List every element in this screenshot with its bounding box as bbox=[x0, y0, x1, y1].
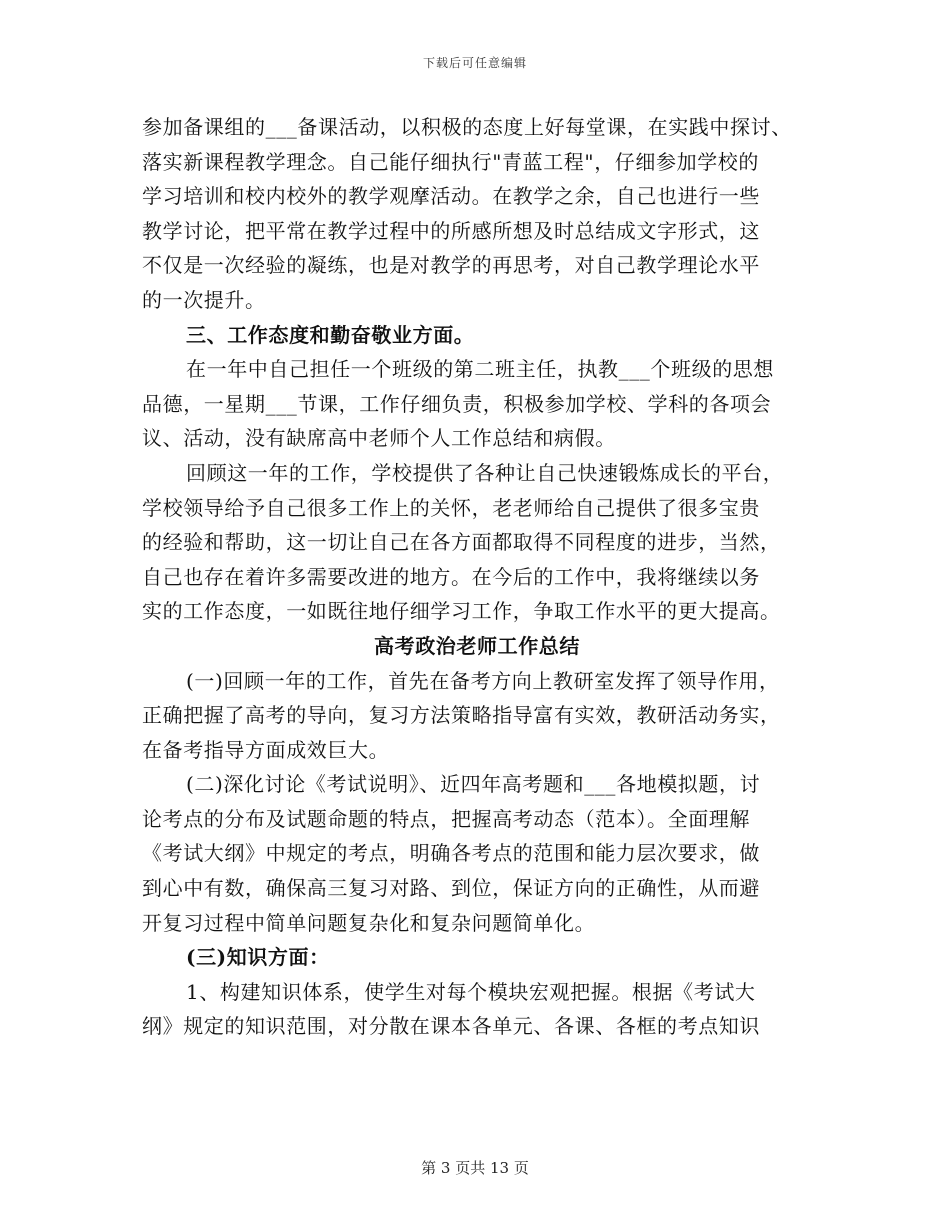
body-line: 学习培训和校内校外的教学观摩活动。在教学之余，自己也进行一些 bbox=[142, 184, 760, 209]
document-body bbox=[142, 110, 812, 1044]
body-line: 论考点的分布及试题命题的特点，把握高考动态（范本）。全面理解 bbox=[142, 806, 750, 831]
body-line: 不仅是一次经验的凝练，也是对教学的再思考，对自己教学理论水平 bbox=[142, 253, 760, 278]
body-line: 落实新课程教学理念。自己能仔细执行"青蓝工程"，仔细参加学校的 bbox=[142, 149, 759, 174]
body-line: 在备考指导方面成效巨大。 bbox=[142, 737, 390, 762]
section-heading: (三)知识方面： bbox=[186, 945, 330, 970]
body-line: (一)回顾一年的工作，首先在备考方向上教研室发挥了领导作用， bbox=[186, 668, 780, 693]
body-line: 正确把握了高考的导向，复习方法策略指导富有实效，教研活动务实， bbox=[142, 703, 781, 728]
body-line: 品德，一星期___节课，工作仔细负责，积极参加学校、学科的各项会 bbox=[142, 391, 772, 416]
body-line: 《考试大纲》中规定的考点，明确各考点的范围和能力层次要求，做 bbox=[142, 841, 760, 866]
body-line: 纲》规定的知识范围，对分散在课本各单元、各课、各框的考点知识 bbox=[142, 1014, 760, 1039]
body-line: 1、构建知识体系，使学生对每个模块宏观把握。根据《考试大 bbox=[186, 979, 756, 1004]
body-line: 参加备课组的___备课活动，以积极的态度上好每堂课，在实践中探讨、 bbox=[142, 115, 792, 139]
body-line: 的一次提升。 bbox=[142, 287, 266, 312]
document-title: 高考政治老师工作总结 bbox=[374, 633, 580, 658]
body-line: (二)深化讨论《考试说明》、近四年高考题和___各地模拟题，讨 bbox=[186, 772, 761, 797]
body-line: 议、活动，没有缺席高中老师个人工作总结和病假。 bbox=[142, 426, 616, 451]
body-line: 教学讨论，把平常在教学过程中的所感所想及时总结成文字形式，这 bbox=[142, 218, 760, 243]
body-line: 回顾这一年的工作，学校提供了各种让自己快速锻炼成长的平台， bbox=[186, 460, 784, 485]
body-line: 开复习过程中简单问题复杂化和复杂问题简单化。 bbox=[142, 910, 596, 935]
body-line: 实的工作态度，一如既往地仔细学习工作，争取工作水平的更大提高。 bbox=[142, 599, 781, 624]
body-line: 的经验和帮助，这一切让自己在各方面都取得不同程度的进步，当然， bbox=[142, 530, 781, 555]
body-line: 在一年中自己担任一个班级的第二班主任，执教___个班级的思想 bbox=[186, 357, 774, 382]
body-line: 学校领导给予自己很多工作上的关怀，老老师给自己提供了很多宝贵 bbox=[142, 495, 760, 520]
page-header: 下载后可任意编辑 bbox=[422, 56, 527, 70]
page-footer: 第 3 页共 13 页 bbox=[421, 1159, 529, 1177]
section-heading: 三、工作态度和勤奋敬业方面。 bbox=[186, 322, 475, 347]
body-line: 到心中有数，确保高三复习对路、到位，保证方向的正确性，从而避 bbox=[142, 876, 760, 901]
body-line: 自己也存在着许多需要改进的地方。在今后的工作中，我将继续以务 bbox=[142, 564, 760, 589]
